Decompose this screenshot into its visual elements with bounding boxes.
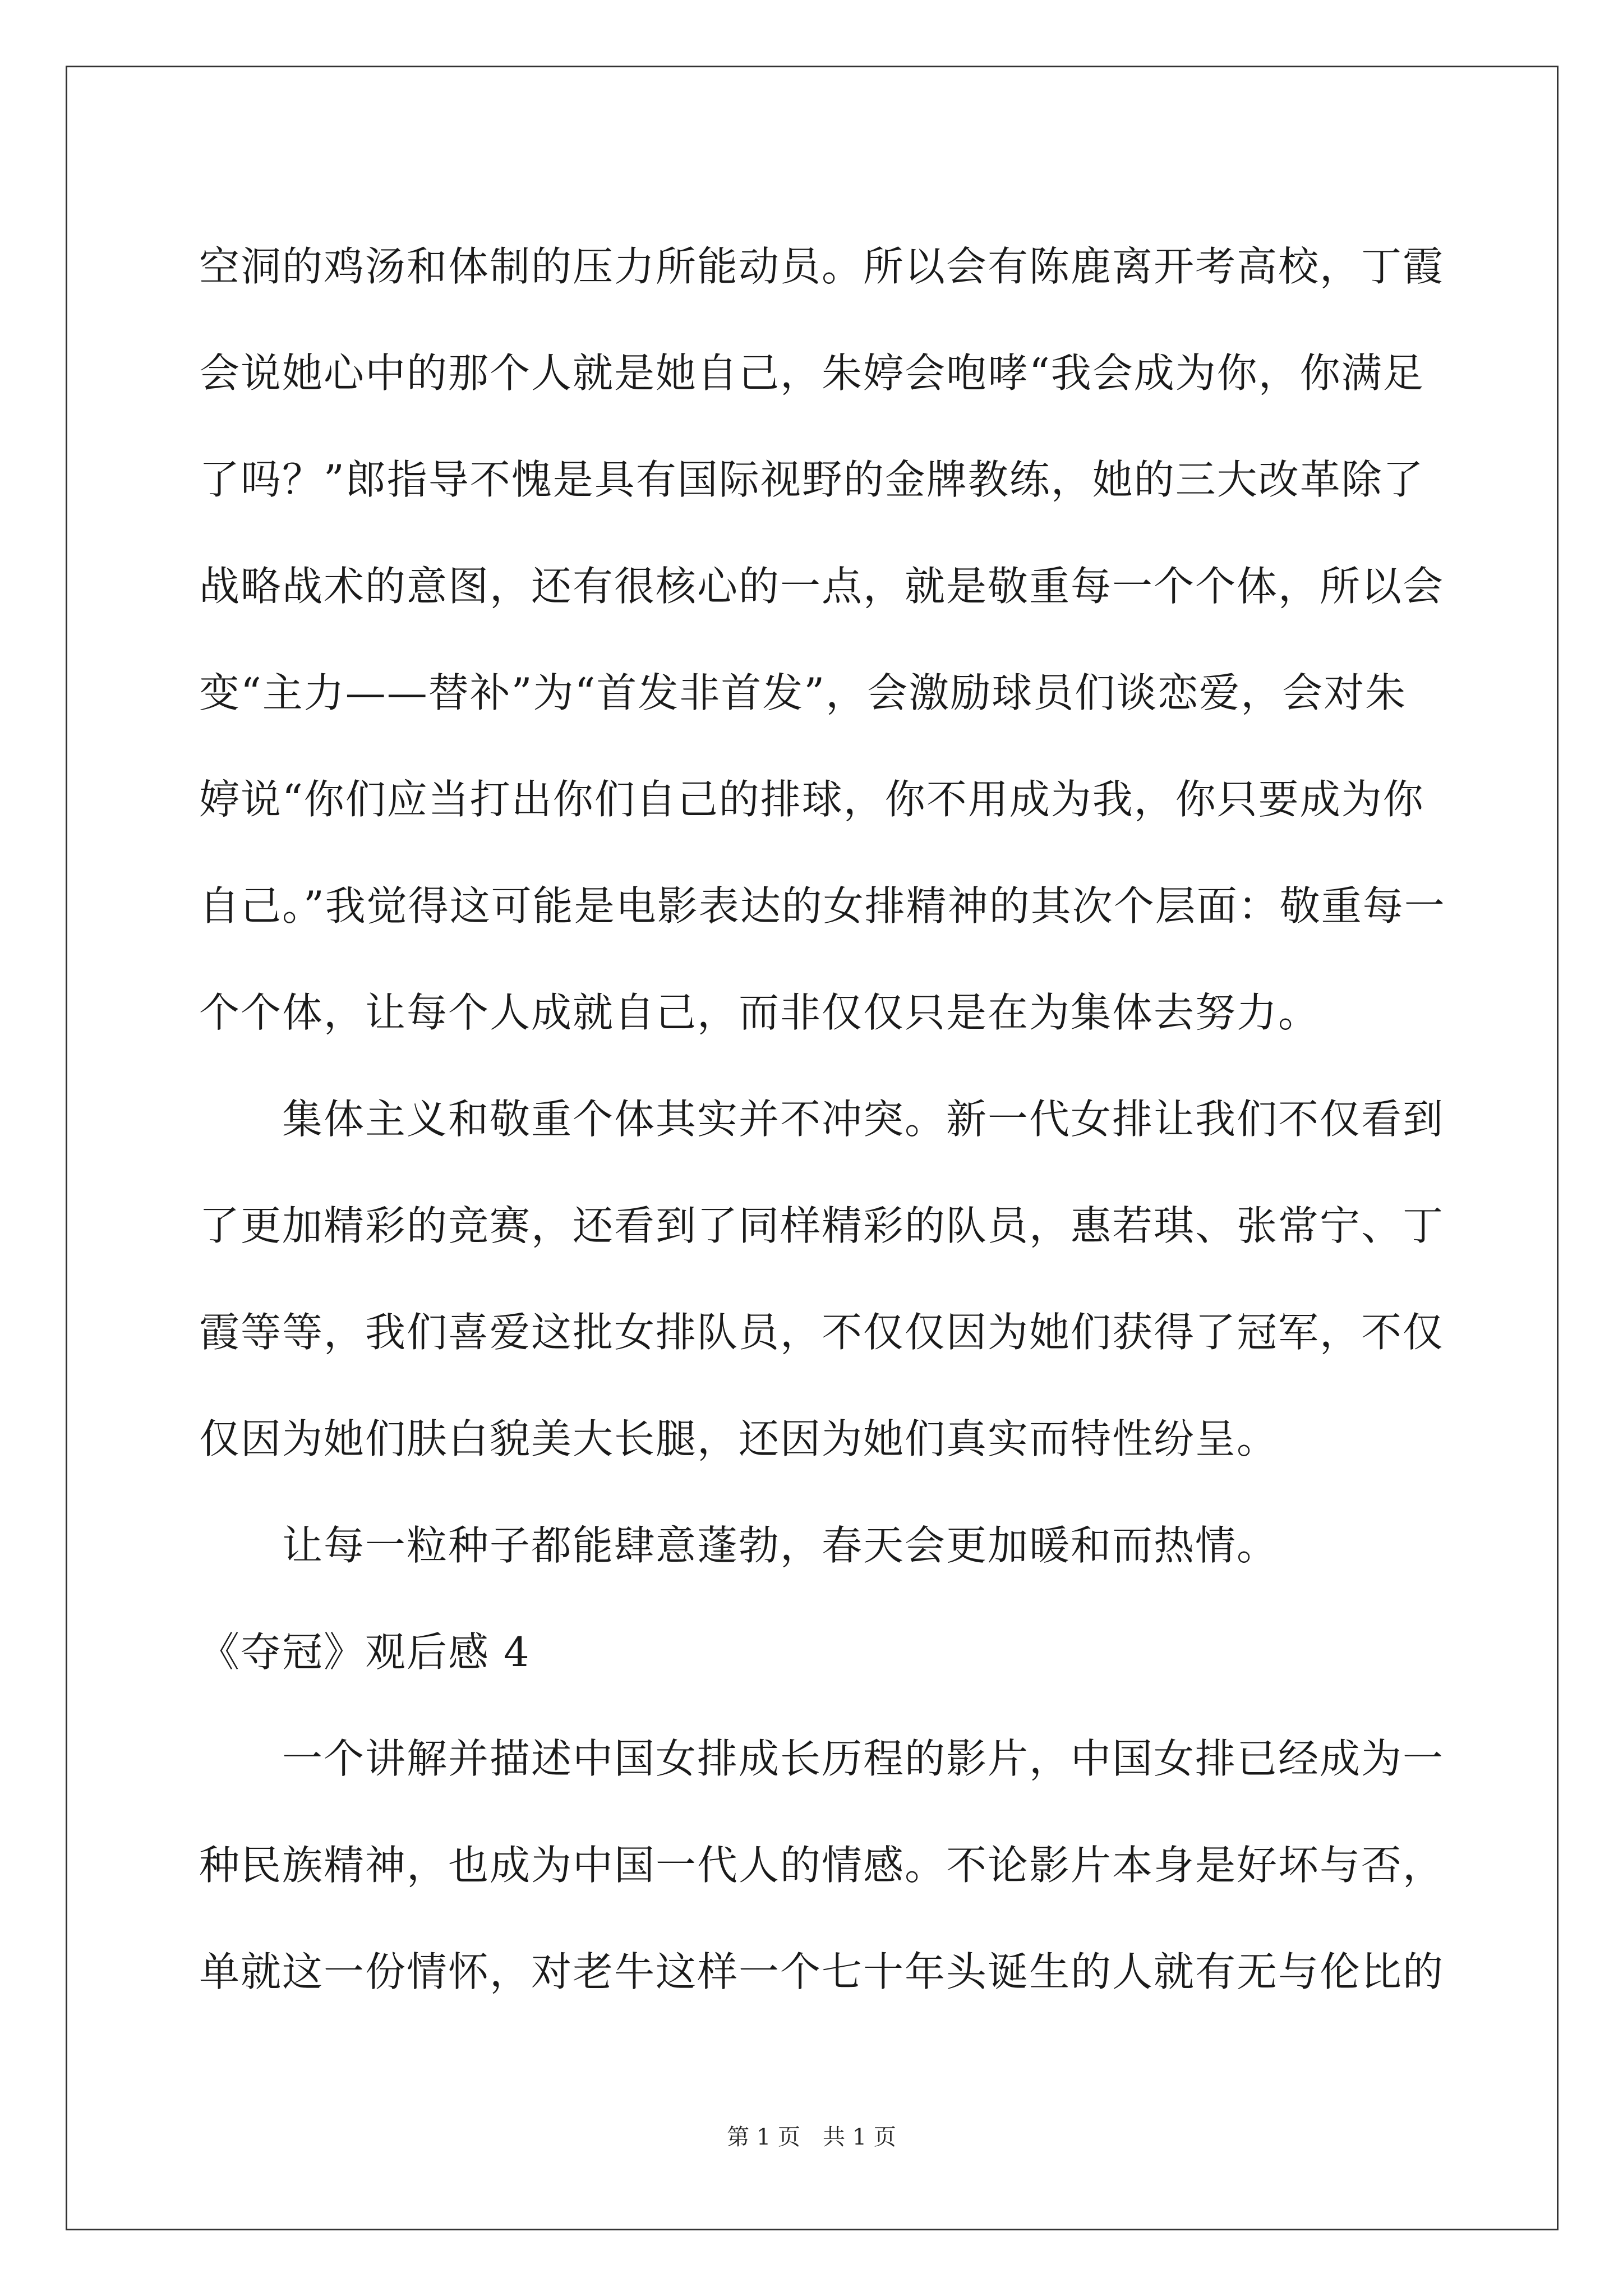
paragraph-start-line: 集体主义和敬重个体其实并不冲突。新一代女排让我们不仅看到 xyxy=(282,1096,1445,1143)
text-line: 仅因为她们肤白貌美大长腿，还因为她们真实而特性纷呈。 xyxy=(199,1415,1279,1462)
text-line: 个个体，让每个人成就自己，而非仅仅只是在为集体去努力。 xyxy=(199,989,1320,1036)
text-line: 婷说“你们应当打出你们自己的排球，你不用成为我，你只要成为你 xyxy=(199,776,1424,823)
text-line: 变“主力——替补”为“首发非首发”，会激励球员们谈恋爱，会对朱 xyxy=(199,669,1407,716)
text-line: 霞等等，我们喜爱这批女排队员，不仅仅因为她们获得了冠军，不仅 xyxy=(199,1309,1445,1356)
text-line: 空洞的鸡汤和体制的压力所能动员。所以会有陈鹿离开考高校，丁霞 xyxy=(199,243,1445,290)
text-line: 战略战术的意图，还有很核心的一点，就是敬重每一个个体，所以会 xyxy=(199,563,1445,610)
text-line: 单就这一份情怀，对老牛这样一个七十年头诞生的人就有无与伦比的 xyxy=(199,1948,1445,1995)
text-line: 了更加精彩的竞赛，还看到了同样精彩的队员，惠若琪、张常宁、丁 xyxy=(199,1202,1445,1249)
text-line: 种民族精神，也成为中国一代人的情感。不论影片本身是好坏与否， xyxy=(199,1842,1445,1889)
text-line: 自己。”我觉得这可能是电影表达的女排精神的其次个层面：敬重每一 xyxy=(199,882,1446,930)
page-number-footer: 第 1 页 共 1 页 xyxy=(727,2124,896,2150)
text-line: 了吗？”郎指导不愧是具有国际视野的金牌教练，她的三大改革除了 xyxy=(199,456,1424,503)
text-line: 会说她心中的那个人就是她自己，朱婷会咆哮“我会成为你，你满足 xyxy=(199,349,1424,397)
section-heading: 《夺冠》观后感 4 xyxy=(199,1628,531,1676)
paragraph-start-line: 一个讲解并描述中国女排成长历程的影片，中国女排已经成为一 xyxy=(282,1735,1445,1782)
paragraph-start-line: 让每一粒种子都能肆意蓬勃，春天会更加暖和而热情。 xyxy=(282,1522,1279,1569)
document-body xyxy=(199,213,1446,2025)
